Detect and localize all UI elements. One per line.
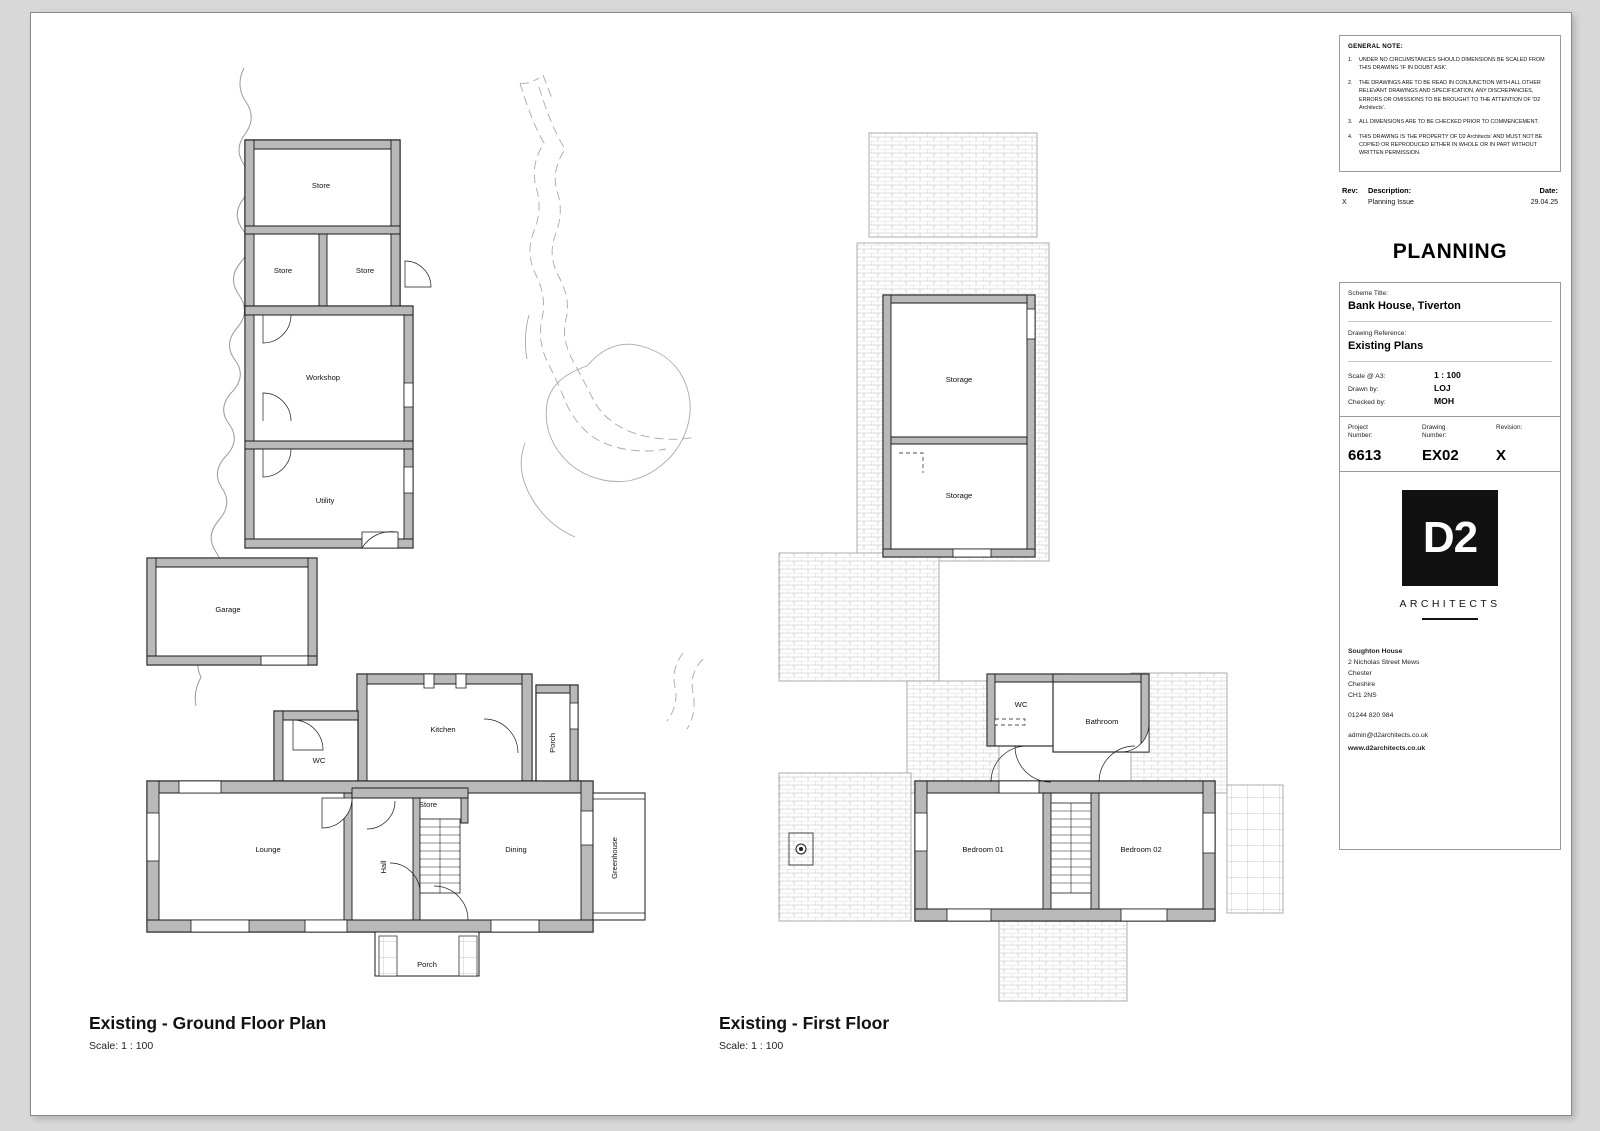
scale-row [1348,370,1552,380]
drawing-reference-value: Existing Plans [1348,339,1424,352]
first-floor-caption [719,1013,889,1052]
drawing-reference-label: Drawing Reference: [1348,329,1407,337]
outbuilding-stores [245,140,400,315]
general-note-number: 3. [1348,119,1353,126]
practice-website[interactable]: www.d2architects.co.uk [1348,745,1426,753]
project-number-label-l1: Project [1348,423,1368,431]
room-label: Storage [945,491,973,500]
room-label: Bedroom 02 [1120,845,1162,854]
drawing-number-label-l1: Drawing [1422,423,1446,431]
project-number-label [1348,424,1422,441]
tree-canopy [521,315,690,537]
title-block [1339,35,1561,850]
project-number-value: 6613 [1348,447,1382,465]
checked-by-row [1348,396,1552,406]
scale-fields [1348,370,1552,406]
drawing-reference-field [1348,330,1552,352]
revision-row [1339,199,1561,206]
drawn-by-value: LOJ [1434,382,1451,393]
general-note-title: GENERAL NOTE: [1348,43,1404,50]
room-label: Bathroom [1085,717,1119,726]
practice-address [1348,646,1552,754]
general-note-item [1348,133,1552,158]
revision-date: 29.04.25 [1530,198,1558,206]
numbers-box [1339,417,1561,472]
status-badge: PLANNING [1392,239,1508,263]
practice-email[interactable]: admin@d2architects.co.uk [1348,732,1429,740]
address-line: Soughton House [1348,648,1403,656]
room-label: Greenhouse [610,837,619,879]
scheme-title-field [1348,290,1552,312]
first-floor-scale: Scale: 1 : 100 [719,1040,784,1052]
drawing-number-label [1422,424,1496,441]
ground-stair [420,819,460,893]
first-floor-storage [883,295,1035,557]
checked-by-value: MOH [1434,395,1455,406]
ground-floor-caption [89,1013,326,1052]
room-label: WC [312,756,326,765]
address-line: Cheshire [1348,681,1376,689]
practice-word: ARCHITECTS [1399,598,1501,611]
drawing-number-value: EX02 [1422,447,1459,465]
greenhouse [593,793,645,920]
practice-phone: 01244 820 984 [1348,712,1394,720]
floor-plans-svg [31,13,1331,1117]
d2-logo-icon [1402,490,1498,586]
general-note-item [1348,56,1552,73]
house-ground-floor [147,674,645,976]
checked-by-label: Checked by: [1348,398,1386,406]
revision-table [1339,186,1561,206]
room-label: Store [311,181,331,190]
address-line: CH1 2NS [1348,692,1377,700]
general-note-text: THE DRAWINGS ARE TO BE READ IN CONJUNCTION WITH ALL OTHER RELEVANT DRAWINGS AND SPECIFICATION. ANY DISCREPANCIES, ERRORS OR OMISSIONS TO BE BROUGHT TO THE ATTENTION OF 'D2 Architects'. [1359,79,1541,111]
divider [1422,618,1478,620]
numbers-header [1348,424,1552,441]
practice-box [1339,472,1561,850]
front-porch [375,932,479,976]
revision-header-date: Date: [1539,185,1558,195]
room-label: Store [273,266,293,275]
room-label: Garage [215,605,241,614]
ground-floor-scale: Scale: 1 : 100 [89,1040,154,1052]
scheme-info-box [1339,282,1561,417]
drawing-sheet [30,12,1572,1116]
room-label: Store [355,266,375,275]
general-note-text: UNDER NO CIRCUMSTANCES SHOULD DIMENSIONS BE SCALED FROM THIS DRAWING 'IF IN DOUBT ASK'. [1359,57,1545,72]
scale-value: 1 : 100 [1434,369,1461,380]
address-line: 2 Nicholas Street Mews [1348,659,1420,667]
drawn-by-label: Drawn by: [1348,385,1379,393]
general-note-text: THIS DRAWING IS THE PROPERTY OF D2 Architects' AND MUST NOT BE COPIED OR REPRODUCED EITHER IN WHOLE OR IN PART WITHOUT WRITTEN PERMISSION. [1359,133,1543,157]
drawing-area [31,13,1331,1117]
revision-description: Planning Issue [1368,198,1414,206]
first-floor-stair [1051,803,1091,893]
room-label: Storage [945,375,973,384]
revision-header-row [1339,186,1561,195]
revision-rev: X [1342,198,1347,206]
room-label: Porch [548,733,557,753]
d2-logo-text: D2 [1422,513,1478,563]
room-label: Workshop [305,373,341,382]
general-note-text: ALL DIMENSIONS ARE TO BE CHECKED PRIOR TO COMMENCEMENT. [1359,119,1539,126]
divider [1348,361,1552,362]
room-label: Dining [505,845,527,854]
room-label: Utility [315,496,335,505]
revision-label: Revision: [1496,423,1523,431]
scale-label: Scale @ A3: [1348,372,1386,380]
divider [1348,321,1552,322]
general-note-number: 4. [1348,133,1353,140]
room-label: WC [1014,700,1028,709]
address-line: Chester [1348,670,1372,678]
general-note-item [1348,118,1552,126]
scheme-title-value: Bank House, Tiverton [1348,299,1461,312]
room-label: Bedroom 01 [962,845,1004,854]
first-floor-title: Existing - First Floor [719,1013,890,1033]
first-floor-plan [779,133,1283,1001]
general-note-box [1339,35,1561,172]
room-label: Store [418,800,438,809]
drawn-by-row [1348,383,1552,393]
room-label: Porch [417,960,437,969]
general-note-number: 1. [1348,57,1353,63]
numbers-values [1348,447,1552,464]
room-label: Kitchen [430,725,456,734]
general-note-number: 2. [1348,79,1353,86]
revision-header-rev: Rev: [1342,185,1359,195]
ground-floor-plan [147,140,645,976]
revision-value: X [1496,447,1507,465]
ground-floor-title: Existing - Ground Floor Plan [89,1013,327,1033]
room-label: Hall [379,860,388,874]
revision-header-desc: Description: [1368,185,1412,195]
scheme-title-label: Scheme Title: [1348,289,1388,297]
project-number-label-l2: Number: [1348,432,1373,440]
general-note-item [1348,79,1552,113]
drawing-number-label-l2: Number: [1422,432,1447,440]
room-label: Lounge [255,845,281,854]
